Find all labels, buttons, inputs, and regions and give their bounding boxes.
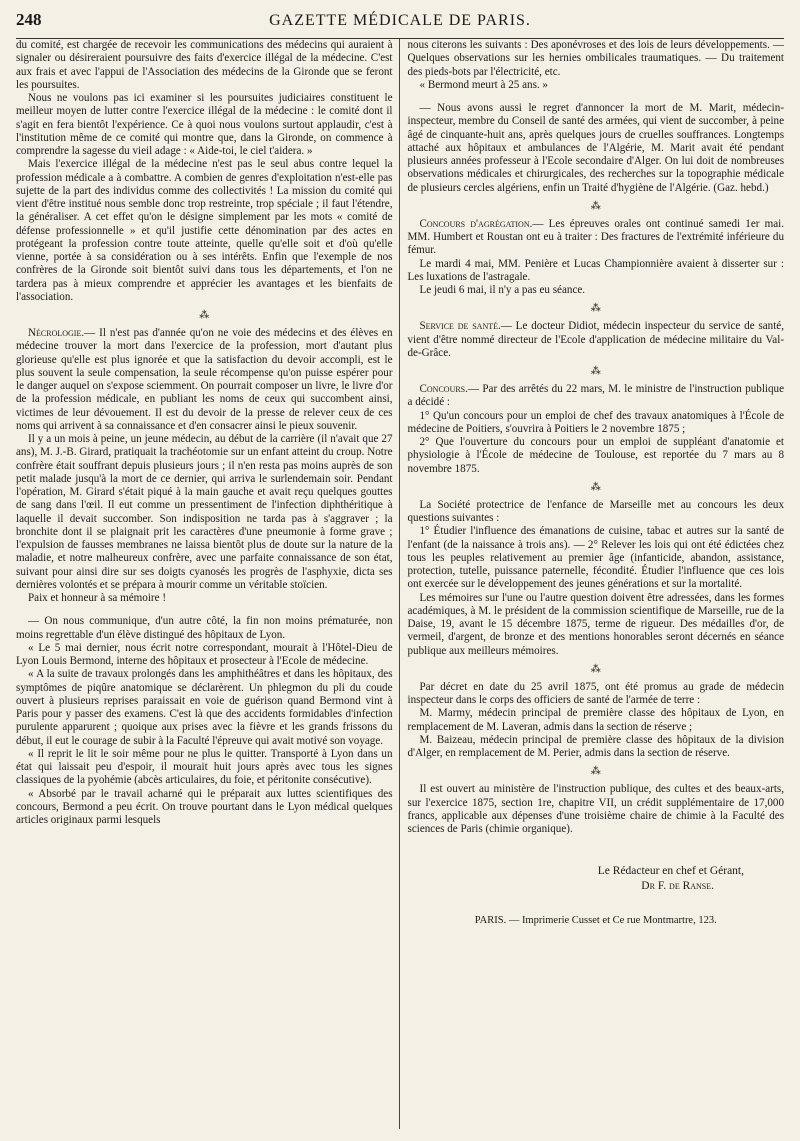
left-column [16,39,399,1129]
paragraph: Le mardi 4 mai, MM. Penière et Lucas Championnière avaient à disserter sur : Les luxations de l'astragale. [407,257,785,283]
section-separator: ⁂ [590,303,601,315]
paragraph: Il y a un mois à peine, un jeune médecin, au début de la carrière (il n'avait que 27 ans), M. J.-B. Girard, pratiquait la trachéotomie sur un enfant atteint du croup. Notre confrère était souffrant depuis plusieurs jours ; il n'en resta pas moins auprès de son petit malade jusqu'à la mort de ce dernier, qui arriva le surlendemain soir. Pendant l'opération, M. Girard s'était piqué à la main gauche et avait reçu quelques gouttes de sang dans l'œil. Il eut comme un pressentiment de l'infection diphthéritique à laquelle il devait succomber. Son indisposition ne tarda pas à s'aggraver ; la bronchite dont il se plaignait prit les caractères d'une pneumonie à forme grave ; l'expulsion de fausses membranes ne laissa bientôt plus de doute sur la nature de la maladie, et notre malheureux confrère, avec une parfaite connaissance de son état, suivant pour ainsi dire sur ses doigts cyanosés les progrès de l'asphyxie, dicta ses dernières volontés et se prépara à mourir comme un véritable stoïcien. [16,433,393,591]
columns [16,39,784,1129]
sante-paragraph [408,320,785,360]
section-separator: ⁂ [590,663,601,675]
paragraph: 1° Étudier l'influence des émanations de cuisine, tabac et autres sur la santé de l'enfant (de la naissance à trois ans). — 2° Relever les lois qui ont été édictées chez tous les peuples relativement au premier âge (infanticide, abandon, assistance, protection, tutelle, puissance paternelle, fécondité. Étudier l'influence que ces lois ont exercée sur le développement des jeunes générations et sur la mortalité. [407,525,785,591]
paragraph: 1° Qu'un concours pour un emploi de chef des travaux anatomiques à l'École de médecine de Poitiers, s'ouvrira à Poitiers le 2 novembre 1875 ; [407,409,785,435]
paragraph: Paix et honneur à sa mémoire ! [28,592,167,604]
paragraph: « Bermond meurt à 25 ans. » [419,78,548,91]
section-separator: ⁂ [590,200,601,212]
agregation-paragraph [408,218,785,258]
section-separator: ⁂ [590,766,601,778]
page-header [16,10,784,39]
paragraph: Nous ne voulons pas ici examiner si les poursuites judiciaires constituent le meilleur moyen de lutter contre l'exercice illégal de la médecine : le comité dont il s'agit en fera bientôt l'expérience. Ce à quoi nous voulons surtout applaudir, c'est à l'institution même de ce comité qui montre que, dans la Gironde, on commence à comprendre la sagesse du vieil adage : « Aide-toi, le ciel t'aidera. » [16,92,393,157]
paragraph: « Le 5 mai dernier, nous écrit notre correspondant, mourait à l'Hôtel-Dieu de Lyon Louis Bermond, interne des hôpitaux et prosecteur à l'Ecole de médecine. [16,641,393,667]
section-lead: Nécrologie. [28,327,85,339]
paragraph: M. Marmy, médecin principal de première classe des hôpitaux de Lyon, en remplacement de M. Laveran, admis dans la section de réserve ; [407,707,785,733]
section-lead: Concours. [419,383,468,395]
section-separator: ⁂ [590,481,601,493]
paragraph: Le jeudi 6 mai, il n'y a pas eu séance. [419,284,586,296]
section-lead: Service de santé. [419,320,501,333]
section-lead: Concours d'agrégation. [419,217,533,230]
paragraph: La Société protectrice de l'enfance de Marseille met au concours les deux questions suivantes : [407,498,785,524]
paragraph: 2° Que l'ouverture du concours pour un emploi de suppléant d'anatomie et physiologie à l'École de médecine de Toulouse, est reportée du 7 mars au 8 novembre 1875. [407,436,785,475]
signature-block [408,864,785,894]
paragraph: nous citerons les suivants : Des aponévroses et des lois de leurs développements. — Quelques observations sur les hernies ombilicales traumatiques. — Du traitement des pieds-bots par l'électricité, etc. [407,39,785,78]
section-separator: ⁂ [590,366,601,377]
paragraph: « Absorbé par le travail acharné qui le préparait aux luttes scientifiques des concours, Bermond a peu écrit. On trouve pourtant dans le Lyon médical quelques articles originaux parmi lesquels [16,787,393,826]
section-text: — Le docteur Didiot, médecin inspecteur du service de santé, vient d'être nommé directeur de l'Ecole d'application de médecine militaire du Val-de-Grâce. [407,320,785,359]
section-separator: ⁂ [199,310,210,321]
paragraph: du comité, est chargée de recevoir les communications des médecins qui auraient à signaler ou désireraient poursuivre des faits d'exercice illégal de la médecine. C'est aux frais et avec l'appui de l'Association des médecins de la Gironde que se feront les poursuites. [16,39,393,91]
concours-paragraph [408,383,785,410]
section-text: — Il n'est pas d'année qu'on ne voie des médecins et des élèves en médecine trouver la mort dans l'exercice de la profession, mort d'autant plus glorieuse qu'elle est plus ignorée et que la satisfaction du devoir accompli, est le plus souvent la seule compensation, la seule récompense qu'on puisse espérer pour le danger auquel on s'expose sciemment. On pourrait composer un livre, le livre d'or de la profession médicale, en publiant les noms de ceux qui succombent ainsi, victimes de leur dévouement. Il est du devoir de la presse de relever ceux de ces noms qui arrivent à sa connaissance et d'en consacrer ainsi le pieux souvenir. [16,327,393,432]
paragraph: « A la suite de travaux prolongés dans les amphithéâtres et dans les hôpitaux, des symptômes de piqûre anatomique se déclarèrent. Un phlegmon du pli du coude ouvert à plusieurs reprises paraissait en voie de guérison quand Bermond vint à Paris pour y passer des examens. C'est là que des accidents formidables d'infection purulente apparurent ; quoique aux prises avec la fièvre et les grands frissons du début, il eut le courage de subir à la Faculté l'épreuve qui avait motivé son voyage. [16,668,393,747]
paragraph: « Il reprit le lit le soir même pour ne plus le quitter. Transporté à Lyon dans un état qui laissait peu d'espoir, il mourait huit jours après avec tous les signes classiques de la pyohémie (abcès articulaires, du foie, et péritonite consécutive). [16,747,393,787]
necrology-paragraph [16,327,393,433]
paragraph: Il est ouvert au ministère de l'instruction publique, des cultes et des beaux-arts, sur l'exercice 1875, section 1re, chapitre VII, un crédit supplémentaire de 17,000 francs, applicable aux dépenses d'une troisième chaire de chimie à la Faculté des sciences de Paris (chimie organique). [407,783,785,835]
journal-title: GAZETTE MÉDICALE DE PARIS. [269,12,531,29]
paragraph: M. Baizeau, médecin principal de première classe des hôpitaux de la division d'Alger, en remplacement de M. Perier, admis dans la section de réserve. [407,733,785,759]
section-text: — Les épreuves orales ont continué samedi 1er mai. MM. Humbert et Roustan ont eu à traiter : Des fractures de l'extrémité inférieure du fémur. [407,217,785,257]
paragraph: Les mémoires sur l'une ou l'autre question doivent être adressées, dans les formes académiques, à M. le président de la commission scientifique de Marseille, rue de la Daise, 19, avant le 15 décembre 1875, terme de rigueur. Des médailles d'or, de vermeil, d'argent, de bronze et des mentions honorables seront décernés en séance publique aux meilleurs mémoires. [407,591,785,657]
signature-title: Le Rédacteur en chef et Gérant, [597,865,745,878]
printer-imprint: PARIS. — Imprimerie Cusset et Ce rue Montmartre, 123. [474,915,717,927]
right-column [400,39,785,1129]
paragraph: — On nous communique, d'un autre côté, la fin non moins prématurée, non moins regrettable d'un élève distingué des hôpitaux de Lyon. [16,615,393,641]
paragraph: — Nous avons aussi le regret d'annoncer la mort de M. Marit, médecin-inspecteur, membre du Conseil de santé des armées, qui vient de succomber, à peine âgé de cinquante-huit ans, après quelques jours de cruelles souffrances. Longtemps attaché aux hôpitaux et ambulances de l'Algérie, M. Marit avait été pendant plusieurs années professeur à l'Ecole secondaire d'Alger. On lui doit de nombreuses observations médicales et chirurgicales, des recherches sur la topographie médicale de plusieurs cercles algériens, enfin un Traité d'hygiène de l'Algérie. (Gaz. hebd.) [407,102,785,194]
paragraph: Mais l'exercice illégal de la médecine n'est pas le seul abus contre lequel la profession médicale a à combattre. A combien de genres d'exploitation n'est-elle pas sujette de la part des individus comme des collectivités ! La mission du comité qui vient d'être institué nous semble donc trop restreinte, trop spéciale ; il faut l'étendre, la généraliser. A cet effet qu'on le désigne simplement par les mots « comité de défense professionnelle » et qu'il justifie cette dénomination par des actes en protégeant la profession contre toute atteinte, quelle qu'elle soit et d'où qu'elle vienne, portée à sa considération ou à ses intérêts. Enfin que l'exemple de nos confrères de la Gironde soit bientôt suivi dans tous les départements, et l'on ne tardera pas à mieux comprendre et apprécier les avantages et les bienfaits de l'association. [16,158,393,303]
page-number: 248 [16,10,42,29]
signature-name: Dr F. de Ranse. [641,880,715,893]
section-text: — Par des arrêtés du 22 mars, M. le ministre de l'instruction publique a décidé : [407,383,785,409]
paragraph: Par décret en date du 25 avril 1875, ont été promus au grade de médecin inspecteur dans le corps des officiers de santé de l'armée de terre : [407,680,785,706]
